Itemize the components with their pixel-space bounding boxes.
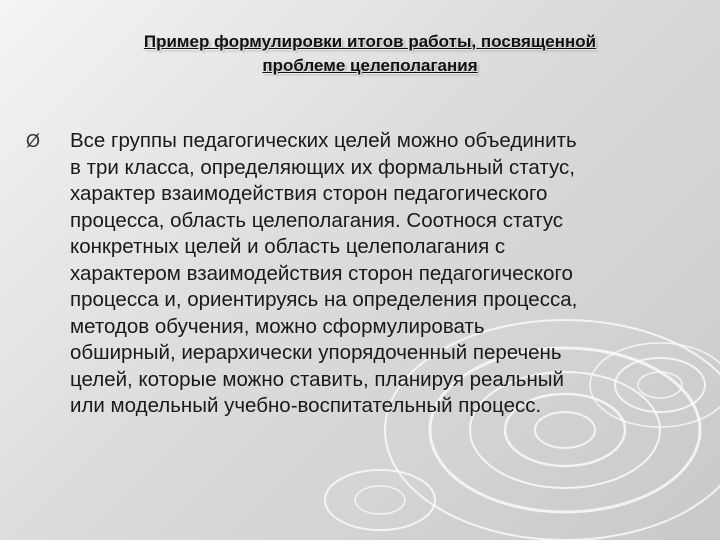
text-line: Все группы педагогических целей можно объединить [70,129,577,152]
text-line: или модельный учебно-воспитательный процесс. [70,394,542,417]
text-line: целей, которые можно ставить, планируя реальный [70,367,564,391]
text-line: процесса, область целеполагания. Соотнося статус [70,208,563,232]
text-line: в три класса, определяющих их формальный статус, [70,155,575,179]
bullet-item [20,128,700,420]
slide-title [70,30,670,78]
text-line: конкретных целей и область целеполагания с [70,235,506,258]
bullet-text [70,128,670,420]
title-line-2: проблеме целеполагания [262,56,478,75]
title-line-1: Пример формулировки итогов работы, посвященной [143,32,597,51]
text-line: процесса и, ориентируясь на определения процесса, [70,288,578,311]
bullet-list [20,128,700,420]
text-line: характер взаимодействия сторон педагогического [70,182,548,205]
text-line: методов обучения, можно сформулировать [70,314,485,338]
text-line: обширный, иерархически упорядоченный перечень [70,341,562,364]
text-line: характером взаимодействия сторон педагогического [70,261,573,285]
arrow-bullet-icon: Ø [26,131,41,151]
